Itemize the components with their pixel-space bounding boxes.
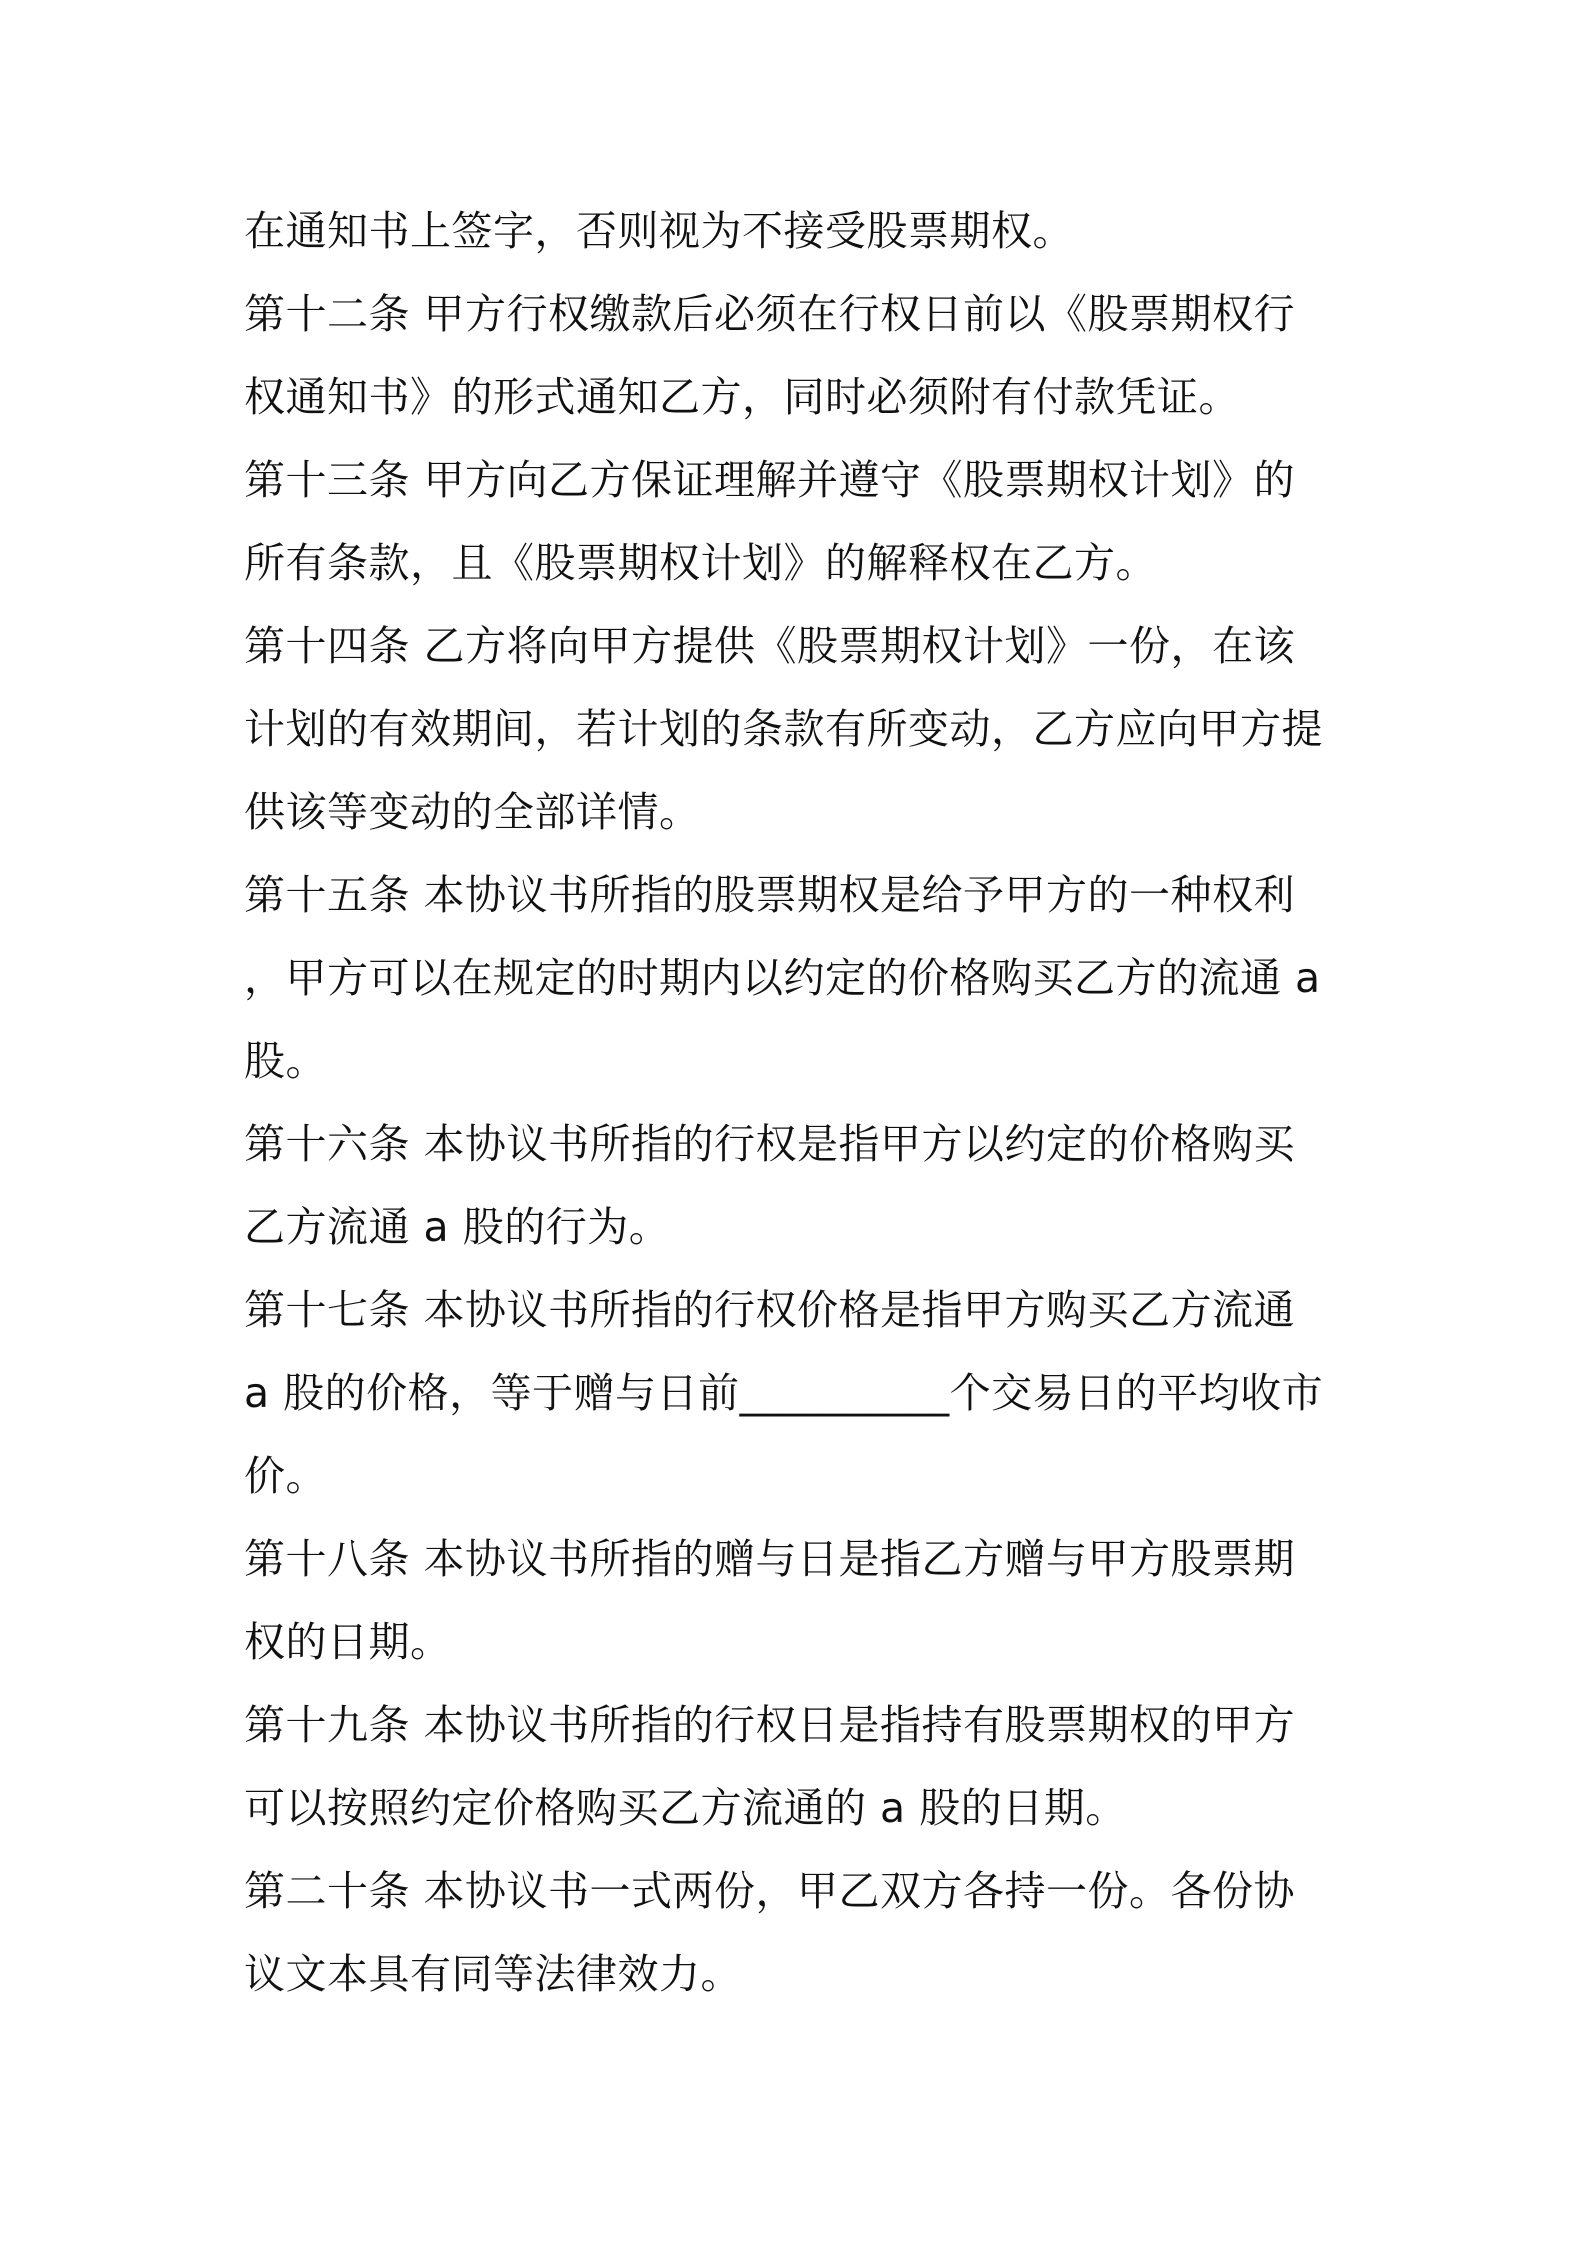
text-line: 第十六条 本协议书所指的行权是指甲方以约定的价格购买 xyxy=(244,1120,1296,1168)
text-line: 权的日期。 xyxy=(244,1618,452,1666)
text-line: ，甲方可以在规定的时期内以约定的价格购买乙方的流通 a xyxy=(244,954,1321,1002)
text-line: 第十九条 本协议书所指的行权日是指持有股票期权的甲方 xyxy=(244,1701,1296,1749)
text-line: 第二十条 本协议书一式两份，甲乙双方各持一份。各份协 xyxy=(244,1867,1296,1915)
text-line: 股。 xyxy=(244,1037,327,1085)
text-line: 第十七条 本协议书所指的行权价格是指甲方购买乙方流通 xyxy=(244,1286,1296,1334)
text-line: 可以按照约定价格购买乙方流通的 a 股的日期。 xyxy=(244,1784,1127,1832)
text-line: 议文本具有同等法律效力。 xyxy=(244,1950,742,1998)
text-line: 计划的有效期间，若计划的条款有所变动，乙方应向甲方提 xyxy=(244,705,1323,753)
text-line: 第十二条 甲方行权缴款后必须在行权日前以《股票期权行 xyxy=(244,290,1296,338)
text-line: 在通知书上签字，否则视为不接受股票期权。 xyxy=(244,207,1074,255)
text-line: 所有条款，且《股票期权计划》的解释权在乙方。 xyxy=(244,539,1157,587)
text-line: 第十五条 本协议书所指的股票期权是给予甲方的一种权利 xyxy=(244,871,1296,919)
text-line: 乙方流通 a 股的行为。 xyxy=(244,1203,671,1251)
document-body xyxy=(244,190,1374,2016)
text-line: 价。 xyxy=(244,1452,327,1500)
text-line: a 股的价格，等于赠与日前__________个交易日的平均收市 xyxy=(244,1369,1324,1417)
text-line: 第十四条 乙方将向甲方提供《股票期权计划》一份，在该 xyxy=(244,622,1296,670)
text-line: 权通知书》的形式通知乙方，同时必须附有付款凭证。 xyxy=(244,373,1240,421)
text-line: 第十三条 甲方向乙方保证理解并遵守《股票期权计划》的 xyxy=(244,456,1296,504)
text-line: 第十八条 本协议书所指的赠与日是指乙方赠与甲方股票期 xyxy=(244,1535,1296,1583)
text-line: 供该等变动的全部详情。 xyxy=(244,788,701,836)
